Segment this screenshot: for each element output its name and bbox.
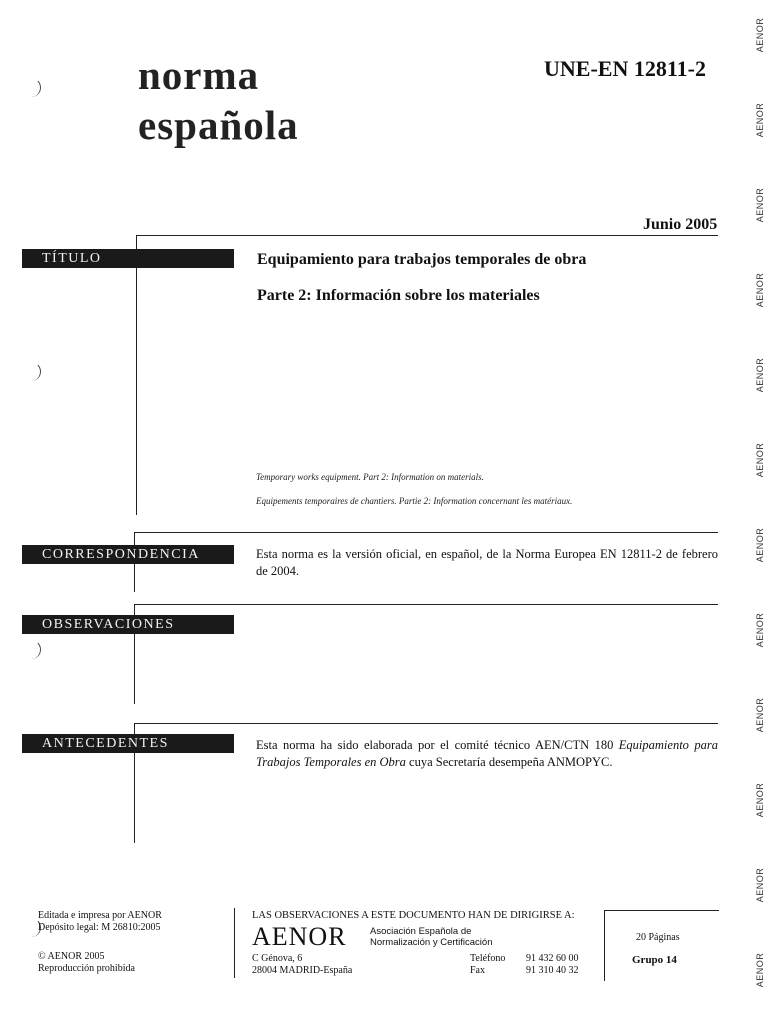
address-city: 28004 MADRID-España: [252, 965, 353, 976]
association-name: [370, 926, 492, 948]
fax-label: Fax: [470, 965, 485, 976]
side-watermark-text: AENOR: [755, 442, 765, 478]
phone-value: 91 432 60 00: [526, 953, 579, 964]
divider: [234, 908, 235, 978]
section-label-correspondencia: CORRESPONDENCIA: [22, 545, 234, 564]
divider: [136, 235, 718, 236]
association-line-2: Normalización y Certificación: [370, 937, 493, 948]
association-line-1: Asociación Española de: [370, 926, 472, 937]
pages-box: [604, 910, 719, 981]
english-title: Temporary works equipment. Part 2: Information on materials.: [256, 472, 484, 482]
section-label-observaciones: OBSERVACIONES: [22, 615, 234, 634]
side-watermark-text: AENOR: [755, 357, 765, 393]
divider: [134, 532, 718, 533]
main-title: Equipamiento para trabajos temporales de obra: [257, 251, 587, 268]
binder-hole: [22, 362, 41, 381]
divider: [134, 723, 718, 724]
antecedentes-text-italic: Equipamiento para Trabajos Temporales en Obra: [256, 738, 718, 769]
publication-date: Junio 2005: [643, 216, 718, 233]
page-count: 20 Páginas: [636, 932, 680, 943]
divider: [136, 235, 137, 515]
edited-by: Editada e impresa por AENOR: [38, 910, 162, 921]
antecedentes-text: [256, 737, 718, 771]
copyright: © AENOR 2005: [38, 951, 105, 962]
correspondencia-text: Esta norma es la versión oficial, en español, de la Norma Europea EN 12811-2 de febrero de 2004.: [256, 547, 718, 578]
section-label-antecedentes: ANTECEDENTES: [22, 734, 234, 753]
antecedentes-text-b: cuya Secretaría desempeña ANMOPYC.: [405, 755, 613, 769]
observations-note: LAS OBSERVACIONES A ESTE DOCUMENTO HAN DE DIRIGIRSE A:: [252, 910, 575, 921]
address: [252, 953, 352, 977]
side-watermark-text: AENOR: [755, 867, 765, 903]
side-watermark-text: AENOR: [755, 782, 765, 818]
section-label-titulo: TÍTULO: [22, 249, 234, 268]
side-watermark-text: AENOR: [755, 272, 765, 308]
sub-title: Parte 2: Información sobre los materiales: [257, 287, 540, 304]
reproduction-notice: Reproducción prohibida: [38, 963, 135, 974]
side-watermark-text: AENOR: [755, 527, 765, 563]
legal-deposit: Depósito legal: M 26810:2005: [38, 922, 161, 933]
brand-title: [138, 50, 299, 150]
copyright-info: [38, 951, 135, 975]
brand-line-1: norma: [138, 52, 260, 98]
side-watermark-text: AENOR: [755, 17, 765, 53]
standard-code: UNE-EN 12811-2: [544, 56, 706, 81]
contact-labels: [470, 953, 505, 977]
price-group: Grupo 14: [632, 954, 677, 966]
phone-label: Teléfono: [470, 953, 506, 964]
brand-line-2: española: [138, 102, 299, 148]
french-title: Equipements temporaires de chantiers. Partie 2: Information concernant les matériaux.: [256, 496, 573, 506]
address-street: C Génova, 6: [252, 953, 303, 964]
fax-value: 91 310 40 32: [526, 965, 579, 976]
side-watermark-text: AENOR: [755, 187, 765, 223]
edition-info: [38, 910, 162, 934]
divider: [134, 604, 718, 605]
side-watermark-text: AENOR: [755, 697, 765, 733]
side-watermark-text: AENOR: [755, 102, 765, 138]
contact-values: [526, 953, 579, 977]
binder-hole: [22, 78, 41, 97]
antecedentes-text-a: Esta norma ha sido elaborada por el comité técnico AEN/CTN 180: [256, 738, 619, 752]
aenor-logo: AENOR: [252, 922, 347, 951]
binder-hole: [22, 640, 41, 659]
side-watermark-text: AENOR: [755, 612, 765, 648]
side-watermark-text: AENOR: [755, 952, 765, 988]
